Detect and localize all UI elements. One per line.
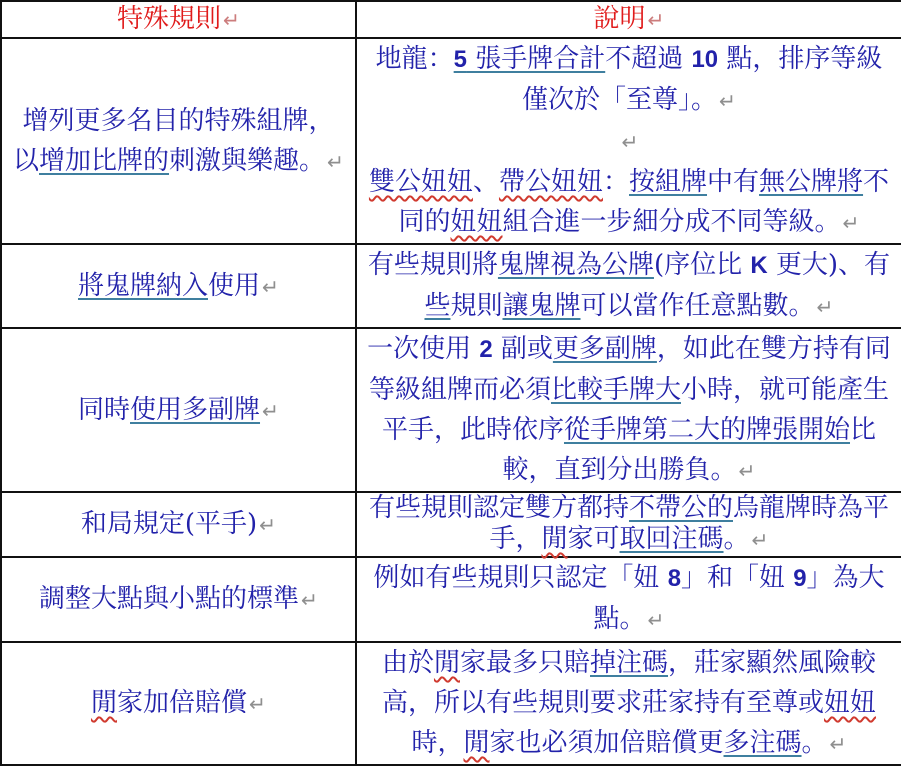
text-segment: 多注碼 [723,728,802,758]
text-segment: K [750,252,768,279]
text-segment: 時， [411,728,464,758]
text-segment: 地龍： [375,44,454,74]
text-segment: 妞妞 [450,207,503,237]
table-header-row [1,1,901,38]
text-segment: 讓鬼牌 [502,291,581,321]
paragraph [10,509,347,541]
paragraph-mark-icon: ↵ [647,8,665,32]
text-segment: ，如此在雙方持有同等級組牌而必須 [368,334,891,405]
paragraph-mark-icon: ↵ [816,295,834,319]
text-segment: 不同的 [398,167,890,237]
column-header-label: 特殊規則 [117,4,222,34]
text-segment: 5 [453,46,467,73]
text-segment: 比較手牌大 [550,375,681,405]
paragraph-mark-icon: ↵ [719,89,736,113]
description-cell [356,642,901,765]
text-segment: 家也必須加倍賠償更 [489,728,724,758]
text-segment: 將鬼牌納入 [77,270,208,301]
text-segment: 不超過 [605,44,692,74]
text-segment: 閒 [433,648,460,678]
text-segment: 有些規則將 [367,250,498,280]
text-segment: 更多副牌 [552,334,657,364]
text-segment: 小時，就可能產生平手，此時依序 [381,375,890,445]
text-segment: 雙公妞妞 [368,167,473,197]
text-segment: 一次使用 [367,334,480,364]
text-segment: 按組牌 [629,167,708,197]
paragraph [365,162,893,243]
table-row [1,557,901,642]
text-segment: 。 [723,524,750,554]
description-cell [356,244,901,328]
description-cell [356,557,901,642]
paragraph [365,329,893,491]
paragraph [365,558,893,641]
paragraph [10,683,347,724]
text-segment: 鬼牌視為公牌 [497,250,654,280]
paragraph-mark-icon: ↵ [223,8,240,32]
description-cell [356,38,901,244]
table-row [1,38,901,244]
text-segment: 增列更多名目的特殊組牌，以 [12,105,335,176]
rule-cell [1,328,356,492]
paragraph-mark-icon: ↵ [259,512,277,537]
text-segment: 烏龍牌時為平手， [489,493,890,554]
text-segment: 」為大點。 [593,563,885,634]
text-segment: 點，排序等級僅次於「至尊」。 [522,44,883,115]
rule-cell [1,642,356,765]
paragraph-mark-icon: ↵ [647,608,665,632]
text-segment: 9 [793,565,807,592]
text-segment: 2 [479,336,493,363]
text-segment: 組合進一步細分成不同等級。 [502,207,841,237]
text-segment: 無公牌將 [759,167,864,197]
text-segment: 增加比牌的 [39,145,170,176]
text-segment: 」和「妞 [680,563,794,593]
text-segment: 和局規定(平手) [80,508,258,539]
table-row [1,492,901,557]
paragraph-mark-icon: ↵ [621,130,639,154]
paragraph-mark-icon: ↵ [249,692,266,716]
text-segment: 8 [667,565,681,592]
paragraph [365,493,893,556]
paragraph [365,643,893,764]
table-row [1,244,901,328]
text-segment: 中有 [707,167,760,197]
text-segment: 、 [472,167,499,197]
text-segment: 家最多只賠 [459,648,590,678]
text-segment: 閒 [541,524,568,554]
rule-cell [1,557,356,642]
text-segment: 家可 [567,524,620,554]
paragraph [10,390,347,431]
text-segment: 張手牌合計 [466,44,606,74]
paragraph-mark-icon: ↵ [738,459,756,483]
text-segment: 10 [691,46,719,73]
column-header-label: 說明 [593,4,646,34]
paragraph-mark-icon: ↵ [842,211,860,235]
text-segment: 比較，直到分出勝負。 [502,415,877,485]
text-segment: 些 [424,291,451,321]
text-segment: 使用多副牌 [130,394,261,425]
text-segment: ，莊家顯然風險較高，所以有些規則要求莊家持有至尊或 [381,648,877,718]
description-cell [356,492,901,557]
paragraph-mark-icon: ↵ [262,398,279,423]
text-segment: 使用 [208,270,261,301]
paragraph-mark-icon: ↵ [829,732,847,756]
text-segment: 規則 [450,291,503,321]
text-segment: 由於 [381,648,434,678]
text-segment: 閒 [463,728,490,758]
description-cell [356,328,901,492]
rule-cell [1,38,356,244]
paragraph [365,121,893,162]
text-segment: 帶公妞妞 [498,167,603,197]
paragraph [365,245,893,327]
table-row [1,642,901,765]
paragraph-mark-icon: ↵ [262,274,279,299]
paragraph [365,39,893,121]
text-segment: 可以當作任意點數。 [580,291,815,321]
text-segment: 例如有些規則只認定「妞 [373,563,668,593]
text-segment: 更大)、有 [767,250,891,280]
text-segment: 同時 [77,394,130,425]
text-segment: 不帶公的 [628,493,733,523]
column-header-special-rules [1,1,356,38]
paragraph [10,266,347,307]
paragraph-mark-icon: ↵ [327,149,345,174]
paragraph-mark-icon: ↵ [751,528,769,552]
column-header-description [356,1,901,38]
paragraph [10,101,347,182]
text-segment: 刺激與樂趣。 [169,145,326,176]
text-segment: 。 [801,728,828,758]
text-segment: 從手牌第二大的牌張開始 [563,415,850,445]
text-segment: 副或 [492,334,553,364]
rule-cell [1,244,356,328]
text-segment: (序位比 [653,250,751,280]
paragraph [10,579,347,621]
text-segment: ： [602,167,629,197]
text-segment: 閒 [90,688,117,718]
text-segment: 取回注碼 [619,524,724,554]
table-row [1,328,901,492]
text-segment: 家加倍賠償 [117,688,248,718]
text-segment: 有些規則認定雙方都持 [368,493,629,523]
rule-cell [1,492,356,557]
text-segment: 調整大點與小點的標準 [39,583,300,614]
paragraph-mark-icon: ↵ [301,587,318,612]
text-segment: 掉注碼 [590,648,669,678]
text-segment: 妞妞 [824,688,877,718]
